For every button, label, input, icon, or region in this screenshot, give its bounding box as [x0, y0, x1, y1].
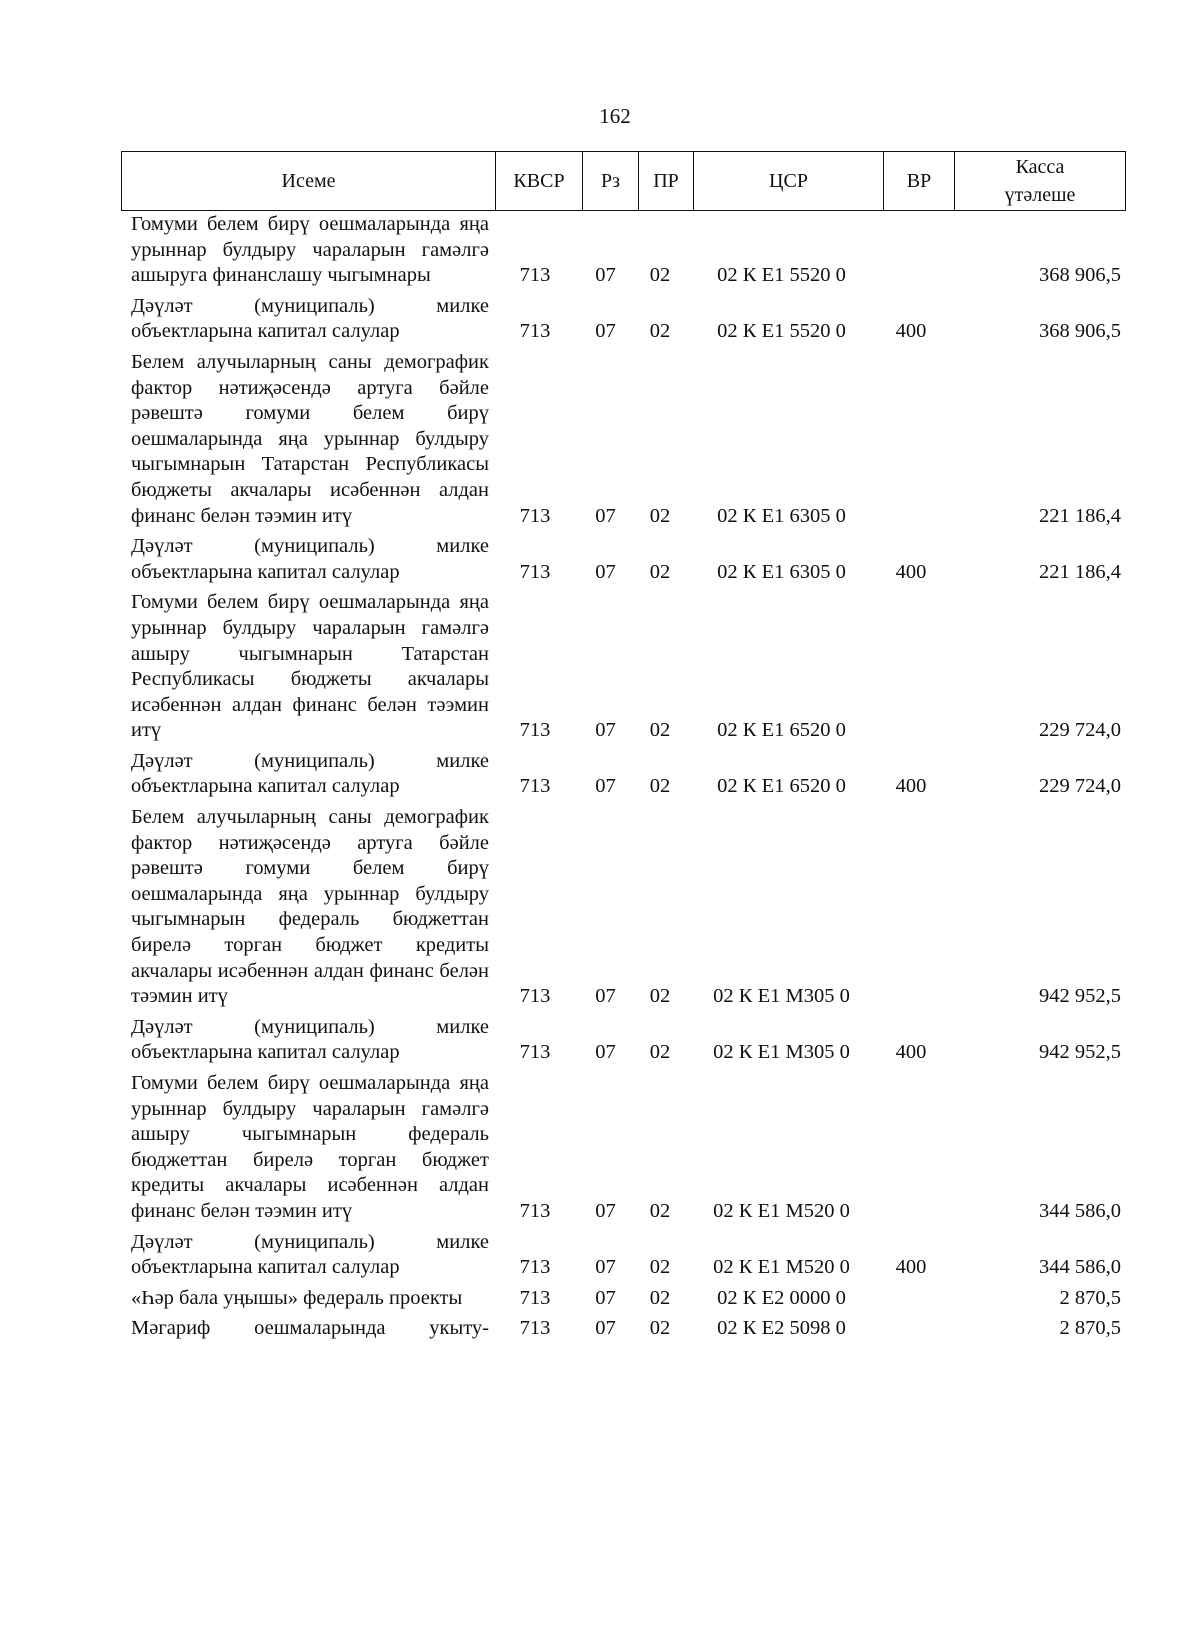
table-row [0, 1230, 1200, 1281]
row-kvsr: 713 [519, 719, 551, 742]
row-kvsr: 713 [519, 560, 551, 583]
row-rz: 07 [595, 264, 616, 287]
row-sum: 368 906,5 [1039, 264, 1121, 287]
row-vr: 400 [895, 1256, 927, 1279]
row-rz: 07 [595, 985, 616, 1008]
row-kvsr: 713 [519, 504, 551, 527]
row-kvsr: 713 [519, 1286, 551, 1309]
table-row [0, 749, 1200, 800]
row-csr: 02 К Е2 5098 0 [717, 1317, 846, 1340]
row-sum: 344 586,0 [1039, 1256, 1121, 1279]
row-name: Дәүләт (муниципаль) милке объектларына капитал салулар [131, 535, 489, 583]
row-vr: 400 [895, 1041, 927, 1064]
row-pr: 02 [649, 1199, 671, 1222]
row-sum: 229 724,0 [1039, 719, 1121, 742]
row-csr: 02 К Е1 6305 0 [717, 560, 846, 583]
header-sum [955, 152, 1126, 211]
table-row [0, 1071, 1200, 1225]
table-header [121, 151, 1126, 211]
row-name: Дәүләт (муниципаль) милке объектларына капитал салулар [131, 294, 489, 343]
row-pr: 02 [649, 1317, 671, 1340]
table-row [0, 534, 1200, 585]
row-csr: 02 К Е1 6520 0 [717, 719, 846, 742]
row-pr: 02 [649, 985, 671, 1008]
row-sum: 221 186,4 [1039, 560, 1121, 583]
row-rz: 07 [595, 1256, 616, 1279]
row-csr: 02 К Е1 М520 0 [713, 1256, 850, 1279]
table-row [0, 590, 1200, 744]
row-sum: 942 952,5 [1039, 985, 1121, 1008]
row-pr: 02 [649, 1041, 671, 1064]
row-csr: 02 К Е1 М305 0 [713, 985, 850, 1008]
row-kvsr: 713 [519, 1256, 551, 1279]
row-sum: 2 870,5 [1059, 1286, 1121, 1309]
row-sum: 221 186,4 [1039, 504, 1121, 527]
row-csr: 02 К Е1 6520 0 [717, 775, 846, 798]
row-rz: 07 [595, 775, 616, 798]
row-pr: 02 [649, 264, 671, 287]
header-kvsr: КВСР [496, 152, 583, 211]
header-name: Исеме [122, 152, 496, 211]
row-name: Гомуми белем бирү оешмаларында яңа урыннар булдыру чараларын гамәлгә ашыруга финанслашу чыгымнары [131, 213, 489, 287]
table-row [0, 350, 1200, 529]
row-pr: 02 [649, 320, 671, 343]
row-pr: 02 [649, 1256, 671, 1279]
row-vr: 400 [895, 560, 927, 583]
row-csr: 02 К Е1 6305 0 [717, 504, 846, 527]
table-row [0, 1316, 1200, 1342]
row-pr: 02 [649, 775, 671, 798]
row-rz: 07 [595, 1317, 616, 1340]
row-csr: 02 К Е2 0000 0 [717, 1286, 846, 1309]
row-rz: 07 [595, 1041, 616, 1064]
row-name: Дәүләт (муниципаль) милке объектларына капитал салулар [131, 1015, 489, 1064]
row-rz: 07 [595, 504, 616, 527]
table-body [0, 212, 1200, 1347]
header-vr: ВР [884, 152, 955, 211]
row-name: Дәүләт (муниципаль) милке объектларына капитал салулар [131, 749, 489, 798]
row-kvsr: 713 [519, 264, 551, 287]
row-sum: 344 586,0 [1039, 1199, 1121, 1222]
row-rz: 07 [595, 719, 616, 742]
page-number: 162 [599, 104, 631, 128]
header-sum-line2: үтәлеше [1004, 184, 1076, 206]
table-row [0, 294, 1200, 345]
table-row [0, 1015, 1200, 1066]
table-row [0, 1286, 1200, 1312]
row-name: Белем алучыларның саны демографик фактор нәтиҗәсендә артуга бәйле рәвештә гомуми белем бирү оешмаларында яңа урыннар булдыру чыгымнарын федераль бюджеттан бирелә торган бюджет кредиты акчалары исәбеннән алдан финанс белән тәэмин итү [131, 806, 489, 1008]
row-kvsr: 713 [519, 1317, 551, 1340]
row-pr: 02 [649, 560, 671, 583]
row-csr: 02 К Е1 5520 0 [717, 320, 846, 343]
row-name: «Һәр бала уңышы» федераль проекты [131, 1286, 463, 1309]
row-csr: 02 К Е1 5520 0 [717, 264, 846, 287]
row-rz: 07 [595, 320, 616, 343]
row-kvsr: 713 [519, 775, 551, 798]
row-name: Гомуми белем бирү оешмаларында яңа урыннар булдыру чараларын гамәлгә ашыру чыгымнарын Татарстан Республикасы бюджеты акчалары исәбеннән алдан финанс белән тәэмин итү [131, 591, 489, 742]
header-rz: Рз [583, 152, 639, 211]
header-csr: ЦСР [694, 152, 884, 211]
row-pr: 02 [649, 504, 671, 527]
table-row [0, 212, 1200, 289]
row-kvsr: 713 [519, 320, 551, 343]
table-row [0, 805, 1200, 1010]
header-sum-line1: Касса [1015, 156, 1065, 178]
row-rz: 07 [595, 1286, 616, 1309]
row-csr: 02 К Е1 М305 0 [713, 1041, 850, 1064]
row-vr: 400 [895, 320, 927, 343]
row-csr: 02 К Е1 М520 0 [713, 1199, 850, 1222]
row-kvsr: 713 [519, 985, 551, 1008]
row-name: Мәгариф оешмаларында укыту- [131, 1317, 489, 1340]
row-vr: 400 [895, 775, 927, 798]
row-rz: 07 [595, 1199, 616, 1222]
header-pr: ПР [639, 152, 694, 211]
row-sum: 2 870,5 [1059, 1317, 1121, 1340]
row-pr: 02 [649, 719, 671, 742]
row-sum: 229 724,0 [1039, 775, 1121, 798]
row-sum: 368 906,5 [1039, 320, 1121, 343]
row-name: Белем алучыларның саны демографик фактор нәтиҗәсендә артуга бәйле рәвештә гомуми белем бирү оешмаларында яңа урыннар булдыру чыгымнарын Татарстан Республикасы бюджеты акчалары исәбеннән алдан финанс белән тәэмин итү [131, 350, 489, 527]
row-sum: 942 952,5 [1039, 1041, 1121, 1064]
row-name: Дәүләт (муниципаль) милке объектларына капитал салулар [131, 1230, 489, 1279]
row-rz: 07 [595, 560, 616, 583]
row-name: Гомуми белем бирү оешмаларында яңа урыннар булдыру чараларын гамәлгә ашыру чыгымнарын федераль бюджеттан бирелә торган бюджет кредиты акчалары исәбеннән алдан финанс белән тәэмин итү [131, 1072, 489, 1222]
row-kvsr: 713 [519, 1199, 551, 1222]
row-kvsr: 713 [519, 1041, 551, 1064]
row-pr: 02 [649, 1286, 671, 1309]
